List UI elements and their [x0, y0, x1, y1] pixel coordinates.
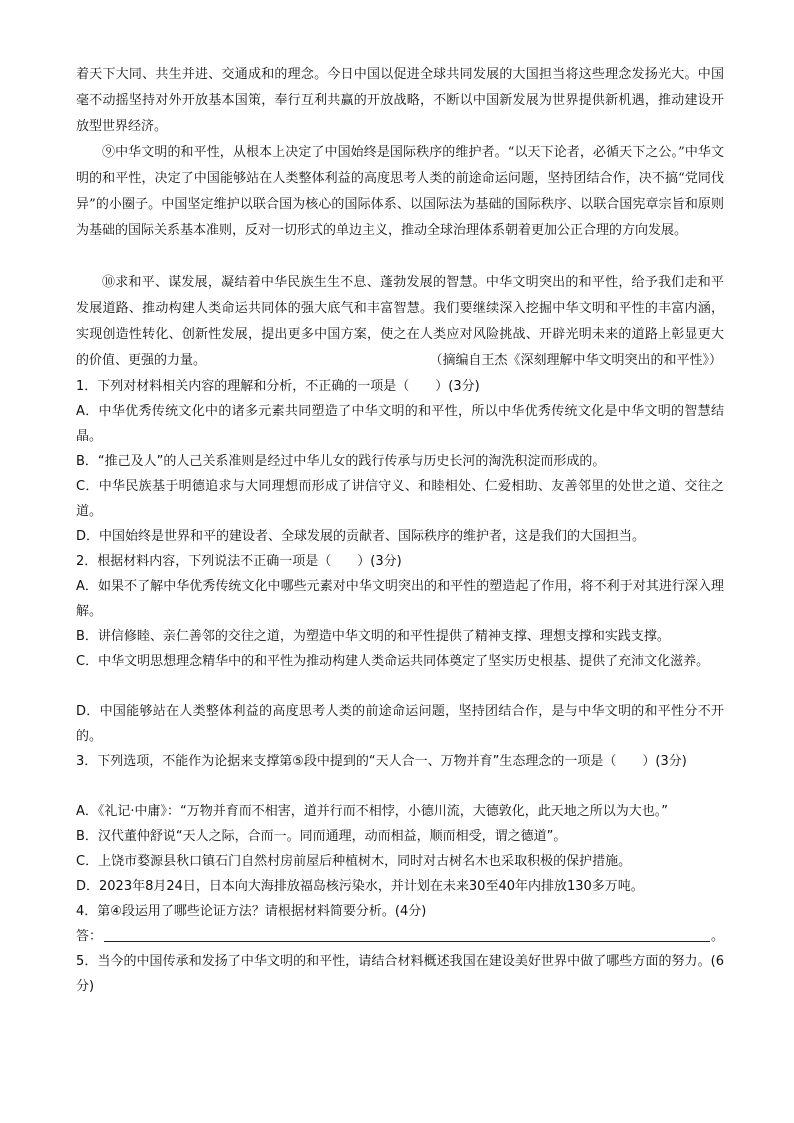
question-1-option-b: B．“推己及人”的人己关系准则是经过中华儿女的践行传承与历史长河的淘洗积淀而形成的。 [76, 454, 606, 469]
answer-end-mark: 。 [710, 929, 724, 944]
passage-paragraph-10: ⑩求和平、谋发展，凝结着中华民族生生不息、蓬勃发展的智慧。中华文明突出的和平性，给予我们走和平发展道路、推动构建人类命运共同体的强大底气和丰富智慧。我们要继续深入挖掘中华文明和平性的丰富内涵，实现创造性转化、创新性发展，提出更多中国方案，使之在人类应对风险挑战、开辟光明未来的道路上彰显更大的价值、更强的力量。 [76, 275, 724, 368]
question-3-option-a: A．《礼记·中庸》：“万物并育而不相害，道并行而不相悖，小德川流，大德敦化，此天地之所以为大也。” [76, 804, 668, 819]
question-5-stem: 5．当今的中国传承和发扬了中华文明的和平性，请结合材料概述我国在建设美好世界中做了哪些方面的努力。(6分) [76, 954, 724, 994]
passage-source: （摘编自王杰《深刻理解中华文明突出的和平性》） [429, 353, 722, 368]
question-3-option-c: C．上饶市婺源县秋口镇石门自然村房前屋后种植树木，同时对古树名木也采取积极的保护措施。 [76, 854, 632, 869]
question-2-option-a: A．如果不了解中华优秀传统文化中哪些元素对中华文明突出的和平性的塑造起了作用，将不利于对其进行深入理解。 [76, 579, 724, 619]
question-3-stem: 3．下列选项，不能作为论据来支撑第⑤段中提到的“天人合一、万物并育”生态理念的一项是（ ）(3分) [76, 754, 687, 769]
question-1-option-d: D．中国始终是世界和平的建设者、全球发展的贡献者、国际秩序的维护者，这是我们的大国担当。 [76, 529, 646, 544]
question-1-stem: 1．下列对材料相关内容的理解和分析，不正确的一项是（ ）(3分) [76, 379, 480, 394]
question-1-option-a: A．中华优秀传统文化中的诸多元素共同塑造了中华文明的和平性，所以中华优秀传统文化是中华文明的智慧结晶。 [76, 404, 724, 444]
passage-paragraph-9: ⑨中华文明的和平性，从根本上决定了中国始终是国际秩序的维护者。“以天下论者，必循天下之公。”中华文明的和平性，决定了中国能够站在人类整体利益的高度思考人类的前途命运问题，坚持团结合作，决不搞“党同伐异”的小圈子。中国坚定维护以联合国为核心的国际体系、以国际法为基础的国际秩序、以联合国宪章宗旨和原则为基础的国际关系基本准则，反对一切形式的单边主义，推动全球治理体系朝着更加公正合理的方向发展。 [76, 145, 724, 238]
question-2-option-c: C．中华文明思想理念精华中的和平性为推动构建人类命运共同体奠定了坚实历史根基、提供了充沛文化滋养。 [76, 654, 710, 669]
answer-label: 答： [76, 929, 103, 944]
question-3-option-d: D．2023年8月24日，日本向大海排放福岛核污染水，并计划在未来30至40年内排放130多万吨。 [76, 879, 644, 894]
answer-blank-line[interactable] [104, 941, 710, 942]
question-2-option-b: B．讲信修睦、亲仁善邻的交往之道，为塑造中华文明的和平性提供了精神支撑、理想支撑和实践支撑。 [76, 629, 670, 644]
question-2-stem: 2．根据材料内容，下列说法不正确一项是（ ）(3分) [76, 554, 402, 569]
question-3-option-b: B．汉代董仲舒说“天人之际，合而一。同而通理，动而相益，顺而相受，谓之德道”。 [76, 829, 567, 844]
passage-paragraph-continued: 着天下大同、共生并进、交通成和的理念。今日中国以促进全球共同发展的大国担当将这些理念发扬光大。中国毫不动摇坚持对外开放基本国策，奉行互利共赢的开放战略，不断以中国新发展为世界提供新机遇，推动建设开放型世界经济。 [76, 67, 724, 134]
question-1-option-c: C．中华民族基于明德追求与大同理想而形成了讲信守义、和睦相处、仁爱相助、友善邻里的处世之道、交往之道。 [76, 479, 724, 519]
question-4-answer-row[interactable] [76, 924, 724, 949]
question-2-option-d: D．中国能够站在人类整体利益的高度思考人类的前途命运问题，坚持团结合作，是与中华文明的和平性分不开的。 [76, 704, 724, 744]
question-4-stem: 4．第④段运用了哪些论证方法？请根据材料简要分析。(4分) [76, 904, 427, 919]
